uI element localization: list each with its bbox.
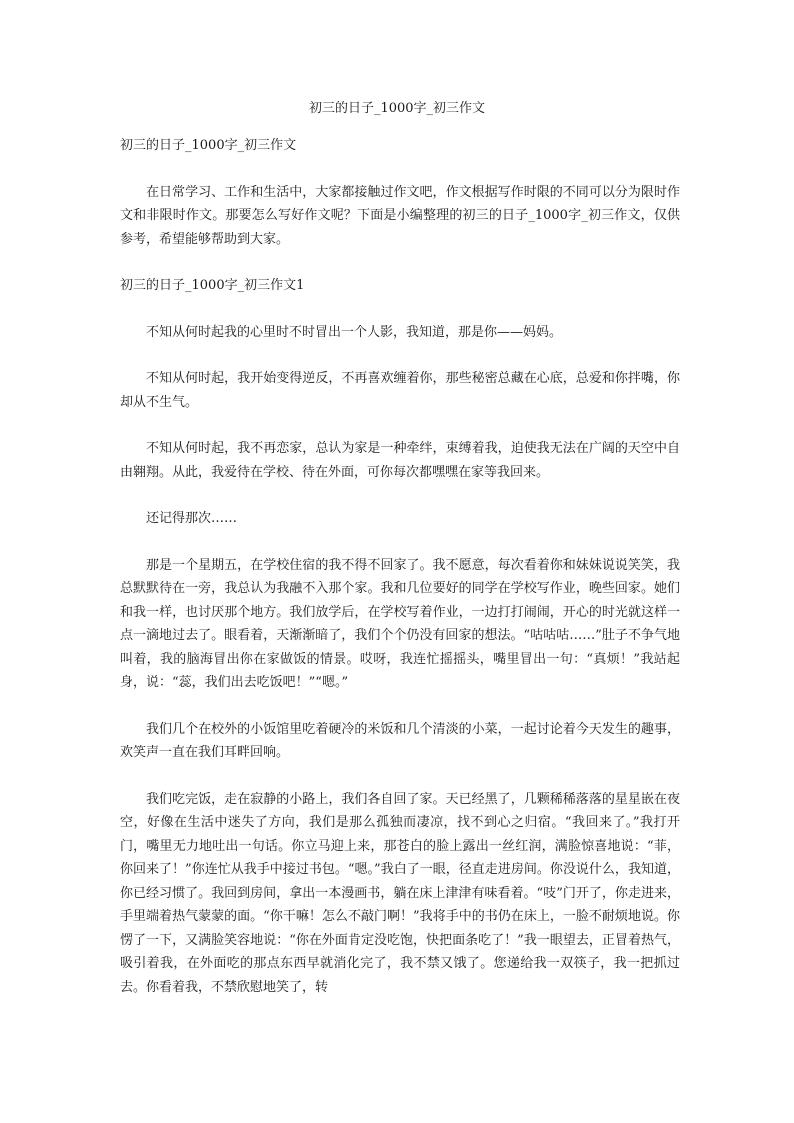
body-paragraph: 不知从何时起，我不再恋家，总认为家是一种牵绊，束缚着我，迫使我无法在广阔的天空中自由翱翔。从此，我爱待在学校、待在外面，可你每次都嘿嘿在家等我回来。 [120, 441, 680, 480]
intro-paragraph: 在日常学习、工作和生活中，大家都接触过作文吧，作文根据写作时限的不同可以分为限时作文和非限时作文。那要怎么写好作文呢？下面是小编整理的初三的日子_1000字_初三作文，仅供参考，希望能够帮助到大家。 [120, 184, 680, 247]
document-title: 初三的日子_1000字_初三作文 [308, 101, 486, 116]
document-body [120, 134, 680, 1022]
document-subtitle: 初三的日子_1000字_初三作文 [120, 138, 297, 153]
body-paragraph: 不知从何时起，我开始变得逆反，不再喜欢缠着你，那些秘密总藏在心底，总爱和你拌嘴，你却从不生气。 [120, 371, 680, 410]
section-heading: 初三的日子_1000字_初三作文1 [120, 278, 305, 293]
body-paragraph: 还记得那次…… [146, 511, 238, 526]
body-paragraph: 那是一个星期五，在学校住宿的我不得不回家了。我不愿意，每次看着你和妹妹说说笑笑，我总默默待在一旁，我总认为我融不入那个家。我和几位要好的同学在学校写作业，晚些回家。她们和我一样，也讨厌那个地方。我们放学后，在学校写着作业，一边打打闹闹，开心的时光就这样一点一滴地过去了。眼看着，天渐渐暗了，我们个个仍没有回家的想法。“咕咕咕……”肚子不争气地叫着，我的脑海冒出你在家做饭的情景。哎呀，我连忙摇摇头，嘴里冒出一句：“真烦！”我站起身，说：“蕊，我们出去吃饭吧！”“嗯。” [120, 557, 680, 690]
body-paragraph: 我们吃完饭，走在寂静的小路上，我们各自回了家。天已经黑了，几颗稀稀落落的星星嵌在夜空，好像在生活中迷失了方向，我们是那么孤独而凄凉，找不到心之归宿。“我回来了。”我打开门，嘴里无力地吐出一句话。你立马迎上来，那苍白的脸上露出一丝红润，满脸惊喜地说：“菲，你回来了！”你连忙从我手中接过书包。“嗯。”我白了一眼，径直走进房间。你没说什么，我知道，你已经习惯了。我回到房间，拿出一本漫画书，躺在床上津津有味看着。“吱”门开了，你走进来，手里端着热气蒙蒙的面。“你干嘛！怎么不敲门啊！”我将手中的书仍在床上，一脸不耐烦地说。你愣了一下，又满脸笑容地说：“你在外面肯定没吃饱，快把面条吃了！”我一眼望去，正冒着热气，吸引着我，在外面吃的那点东西早就消化完了，我不禁又饿了。您递给我一双筷子，我一把抓过去。你看着我，不禁欣慰地笑了，转 [120, 791, 680, 995]
body-paragraph: 我们几个在校外的小饭馆里吃着硬冷的米饭和几个清淡的小菜，一起讨论着今天发生的趣事，欢笑声一直在我们耳畔回响。 [120, 721, 680, 760]
body-paragraph: 不知从何时起我的心里时不时冒出一个人影，我知道，那是你——妈妈。 [146, 324, 563, 340]
